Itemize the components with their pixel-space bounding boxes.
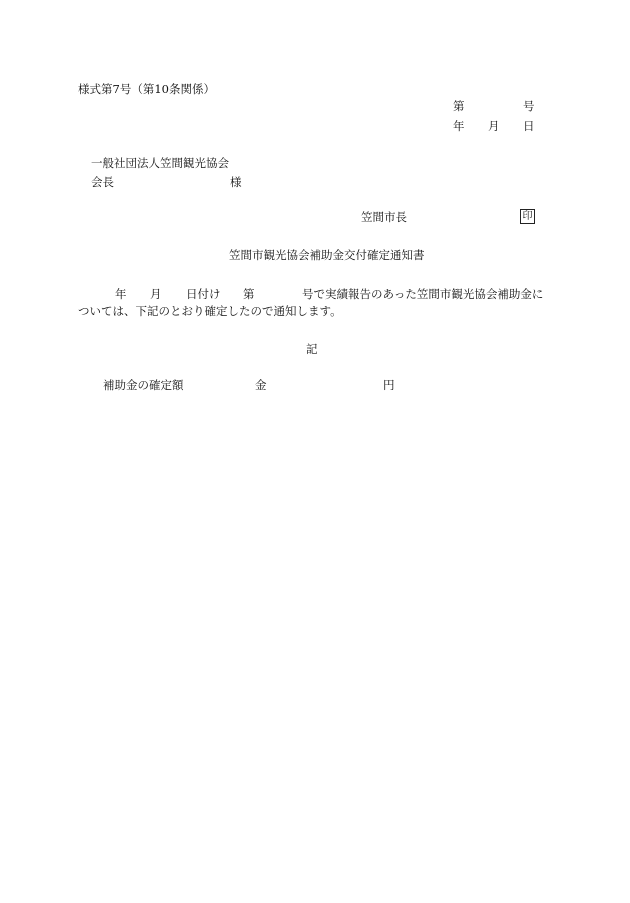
recipient-org: 一般社団法人笠間観光協会	[91, 156, 229, 170]
date-day-label: 日	[523, 119, 535, 133]
body-line1-rest: 号で実績報告のあった笠間市観光協会補助金に	[302, 287, 544, 301]
body-month-label: 月	[150, 287, 162, 301]
ki-heading: 記	[306, 342, 318, 356]
amount-unit: 円	[383, 378, 395, 392]
doc-number-suffix: 号	[523, 99, 535, 113]
recipient-title: 会長	[91, 175, 114, 189]
body-year-label: 年	[115, 287, 127, 301]
amount-prefix: 金	[255, 378, 267, 392]
sender-title: 笠間市長	[361, 210, 407, 224]
body-day-suffix: 日付け	[186, 287, 221, 301]
document-title: 笠間市観光協会補助金交付確定通知書	[229, 248, 425, 262]
doc-number-prefix: 第	[453, 99, 465, 113]
amount-label: 補助金の確定額	[103, 378, 184, 392]
body-number-prefix: 第	[243, 287, 255, 301]
form-number: 様式第7号（第10条関係）	[78, 82, 215, 96]
date-month-label: 月	[488, 119, 500, 133]
body-line2: ついては、下記のとおり確定したので通知します。	[78, 304, 342, 318]
seal-mark-icon: 印	[520, 209, 535, 224]
date-year-label: 年	[453, 119, 465, 133]
recipient-honorific: 様	[230, 175, 242, 189]
